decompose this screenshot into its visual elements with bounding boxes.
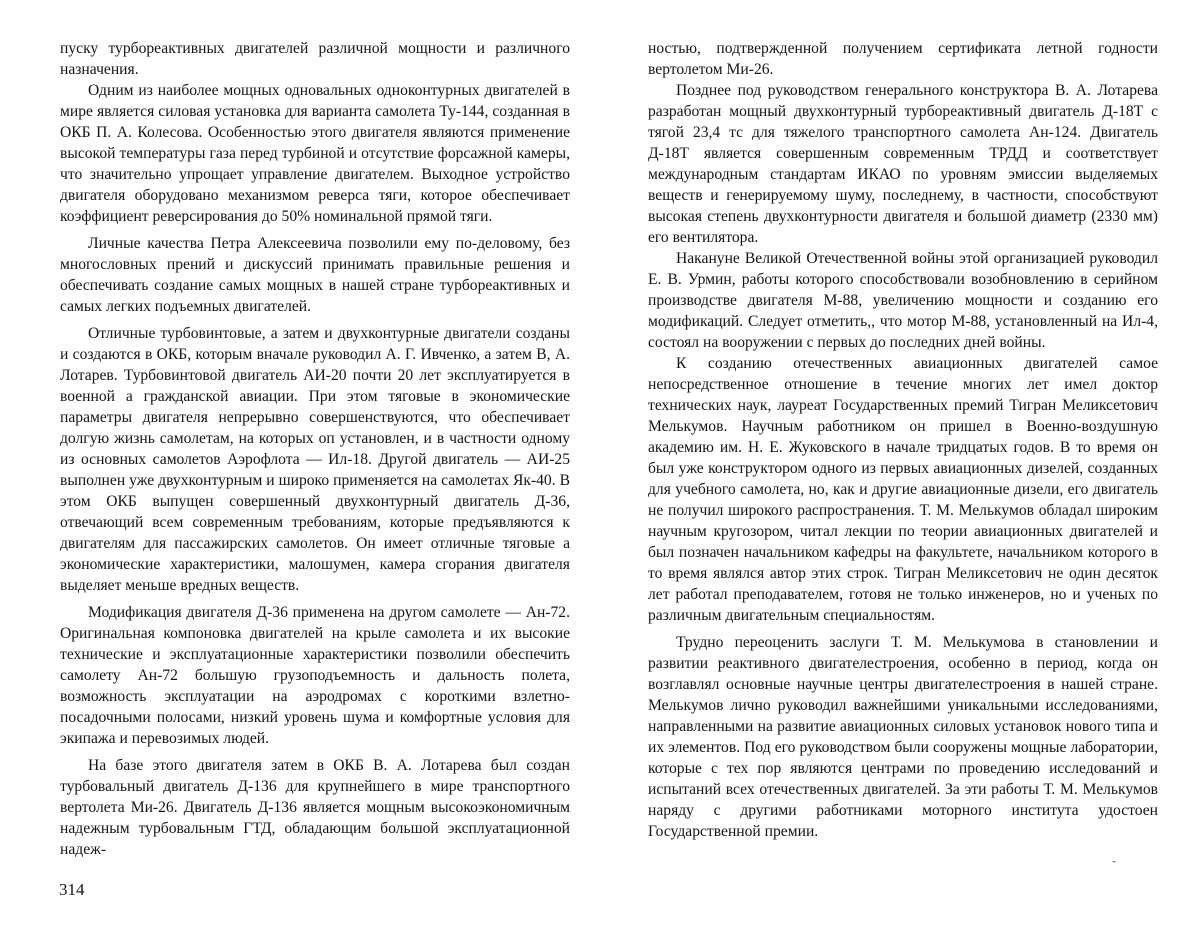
paragraph: Трудно переоценить заслуги Т. М. Мелькумова в становлении и развитии реактивного двигателестроения, особенно в период, когда он возглавлял основные научные центры двигателестроения в нашей стране. Мелькумов лично руководил важнейшими уникальными исследованиями, направленными на развитие авиационных силовых установок нового типа и их элементов. Под его руководством были сооружены мощные лаборатории, которые с тех пор являются центрами по проведению исследований и испытаний всех отечественных двигателей. За эти работы Т. М. Мелькумов наряду с другими работниками моторного института удостоен Государственной премии.: [648, 634, 1158, 840]
paragraph: ностью, подтвержденной получением сертификата летной годности вертолетом Ми-26.: [648, 40, 1158, 78]
scan-speck: ˇ: [1112, 858, 1116, 872]
paragraph: Одним из наиболее мощных одновальных одноконтурных двигателей в мире является силовая установка для варианта самолета Ту-144, созданная в ОКБ П. А. Колесова. Особенностью этого двигателя являются применение высокой температуры газа перед турбиной и отсутствие форсажной камеры, что значительно упрощает управление двигателем. Выходное устройство двигателя оборудовано механизмом реверса тяги, которое обеспечивает коэффициент реверсирования до 50% номинальной прямой тяги.: [60, 82, 570, 225]
paragraph: Накануне Великой Отечественной войны этой организацией руководил Е. В. Урмин, работы которого способствовали возобновлению в серийном производстве двигателя М-88, увеличению мощности и созданию его модификаций. Следует отметить,, что мотор М-88, установленный на Ил-4, состоял на вооружении с первых до последних дней войны.: [648, 250, 1158, 351]
paragraph: Модификация двигателя Д-36 применена на другом самолете — Ан-72. Оригинальная компоновка двигателей на крыле самолета и их высокие технические и эксплуатационные характеристики позволили обеспечить самолету Ан-72 большую грузоподъемность и дальность полета, возможность эксплуатации на аэродромах с короткими взлетно-посадочными полосами, низкий уровень шума и комфортные условия для экипажа и перевозимых людей.: [60, 604, 570, 747]
page-number: 314: [59, 880, 85, 899]
left-page-column: [60, 38, 570, 860]
right-page-column: [648, 38, 1158, 842]
paragraph: Личные качества Петра Алексеевича позволили ему по-деловому, без многословных прений и дискуссий принимать правильные решения и обеспечивать создание самых мощных в нашей стране турбореактивных и самых легких подъемных двигателей.: [60, 235, 570, 315]
paragraph: К созданию отечественных авиационных двигателей самое непосредственное отношение в течение многих лет имел доктор технических наук, лауреат Государственных премий Тигран Меликсетович Мелькумов. Научным работником он пришел в Военно-воздушную академию им. Н. Е. Жуковского в начале тридцатых годов. В то время он был уже конструктором одного из первых авиационных дизелей, созданных для учебного самолета, но, как и другие авиационные дизели, его двигатель не получил широкого распространения. Т. М. Мелькумов обладал широким научным кругозором, читал лекции по теории авиационных двигателей и был позначен начальником кафедры на факультете, начальником которого в то время являлся автор этих строк. Тигран Меликсетович не один десяток лет работал преподавателем, готовя не только инженеров, но и ученых по различным двигательным специальностям.: [648, 355, 1158, 624]
paragraph: На базе этого двигателя затем в ОКБ В. А. Лотарева был создан турбовальный двигатель Д-136 для крупнейшего в мире транспортного вертолета Ми-26. Двигатель Д-136 является мощным высокоэкономичным надежным турбовальным ГТД, обладающим большой эксплуатационной надеж-: [60, 757, 570, 858]
paragraph: пуску турбореактивных двигателей различной мощности и различного назначения.: [60, 40, 570, 78]
paragraph: Отличные турбовинтовые, а затем и двухконтурные двигатели созданы и создаются в ОКБ, которым вначале руководил А. Г. Ивченко, а затем В, А. Лотарев. Турбовинтовой двигатель АИ-20 почти 20 лет эксплуатируется в военной а гражданской авиации. При этом тяговые в экономические параметры двигателя непрерывно совершенствуются, что обеспечивает долгую жизнь самолетам, на которых оп установлен, и в частности одному из основных самолетов Аэрофлота — Ил-18. Другой двигатель — АИ-25 выполнен уже двухконтурным и широко применяется на самолетах Як-40. В этом ОКБ выпущен совершенный двухконтурный двигатель Д-36, отвечающий всем современным требованиям, которые предъявляются к двигателям для пассажирских самолетов. Он имеет отличные тяговые а экономические характеристики, малошумен, камера сгорания двигателя выделяет меньше вредных веществ.: [60, 325, 570, 594]
paragraph: Позднее под руководством генерального конструктора В. А. Лотарева разработан мощный двухконтурный турбореактивный двигатель Д-18Т с тягой 23,4 тс для тяжелого транспортного самолета Ан-124. Двигатель Д-18Т является совершенным современным ТРДД и соответствует международным стандартам ИКАО по уровням эмиссии выделяемых веществ и генерируемому шуму, последнему, в частности, способствуют высокая степень двухконтурности двигателя и большой диаметр (2330 мм) его вентилятора.: [648, 82, 1158, 246]
